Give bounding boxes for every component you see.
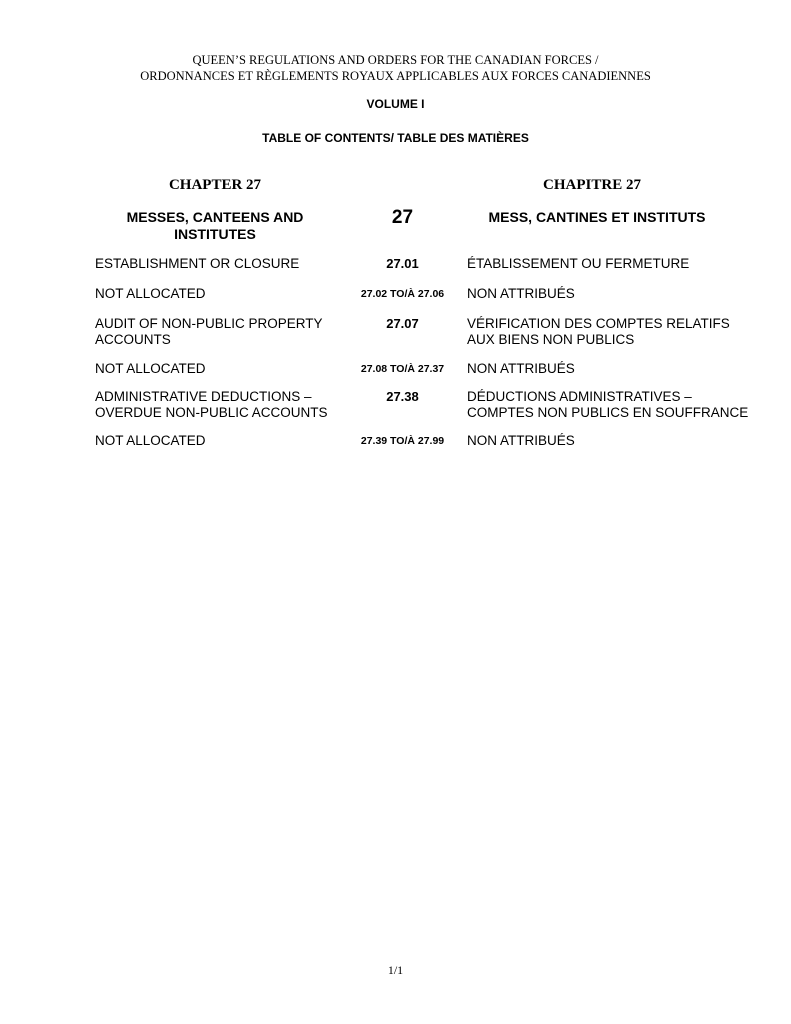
chapter-number: 27: [391, 207, 414, 228]
entry-title-french: [467, 433, 757, 449]
entry-title-french-line: DÉDUCTIONS ADMINISTRATIVES –: [467, 389, 692, 404]
entry-title-french: [467, 286, 757, 302]
entry-title-english-line: NOT ALLOCATED: [95, 286, 206, 301]
entry-article-range: 27.39 TO/À 27.99: [360, 435, 445, 447]
entry-title-french: [467, 256, 757, 272]
page-number: 1/1: [387, 963, 404, 977]
chapter-title-english-line2: INSTITUTES: [174, 226, 256, 242]
entry-article-range: 27.02 TO/À 27.06: [360, 288, 445, 300]
entry-title-english-line: NOT ALLOCATED: [95, 361, 206, 376]
entry-title-french-line: NON ATTRIBUÉS: [467, 361, 575, 376]
chapter-heading-french: CHAPITRE 27: [543, 177, 641, 193]
chapter-heading-english: CHAPTER 27: [168, 177, 262, 193]
entry-title-english-line: NOT ALLOCATED: [95, 433, 206, 448]
volume-label: VOLUME I: [366, 97, 425, 111]
entry-title-french: [467, 389, 757, 421]
header-line-english: QUEEN’S REGULATIONS AND ORDERS FOR THE CANADIAN FORCES /: [192, 53, 599, 67]
chapter-title-french: MESS, CANTINES ET INSTITUTS: [488, 209, 706, 225]
entry-title-english: [95, 389, 345, 421]
entry-title-english: [95, 316, 345, 348]
entry-title-french: [467, 361, 757, 377]
chapter-title-english-line1: MESSES, CANTEENS AND: [126, 209, 304, 225]
entry-title-french-line: NON ATTRIBUÉS: [467, 286, 575, 301]
entry-title-french-line: ÉTABLISSEMENT OU FERMETURE: [467, 256, 690, 271]
entry-title-french: [467, 316, 757, 348]
entry-title-english-line: AUDIT OF NON-PUBLIC PROPERTY: [95, 316, 323, 331]
entry-article-range: 27.08 TO/À 27.37: [360, 363, 445, 375]
entry-article-number: 27.01: [386, 256, 419, 271]
entry-title-english: [95, 256, 345, 272]
entry-title-english-line: ADMINISTRATIVE DEDUCTIONS –: [95, 389, 312, 404]
entry-article-number: 27.07: [386, 316, 419, 331]
entry-title-english: [95, 286, 345, 302]
entry-title-english-line: ESTABLISHMENT OR CLOSURE: [95, 256, 300, 271]
entry-title-french-line: NON ATTRIBUÉS: [467, 433, 575, 448]
entry-article-number: 27.38: [386, 389, 419, 404]
toc-title: TABLE OF CONTENTS/ TABLE DES MATIÈRES: [262, 131, 529, 145]
entry-title-english-line: OVERDUE NON-PUBLIC ACCOUNTS: [95, 405, 328, 420]
chapter-title-english: [95, 209, 335, 243]
entry-title-english: [95, 361, 345, 377]
document-header: [0, 52, 791, 84]
header-line-french: ORDONNANCES ET RÈGLEMENTS ROYAUX APPLICABLES AUX FORCES CANADIENNES: [140, 69, 651, 83]
entry-title-french-line: VÉRIFICATION DES COMPTES RELATIFS: [467, 316, 730, 331]
entry-title-english-line: ACCOUNTS: [95, 332, 171, 347]
entry-title-english: [95, 433, 345, 449]
entry-title-french-line: COMPTES NON PUBLICS EN SOUFFRANCE: [467, 405, 749, 420]
entry-title-french-line: AUX BIENS NON PUBLICS: [467, 332, 635, 347]
